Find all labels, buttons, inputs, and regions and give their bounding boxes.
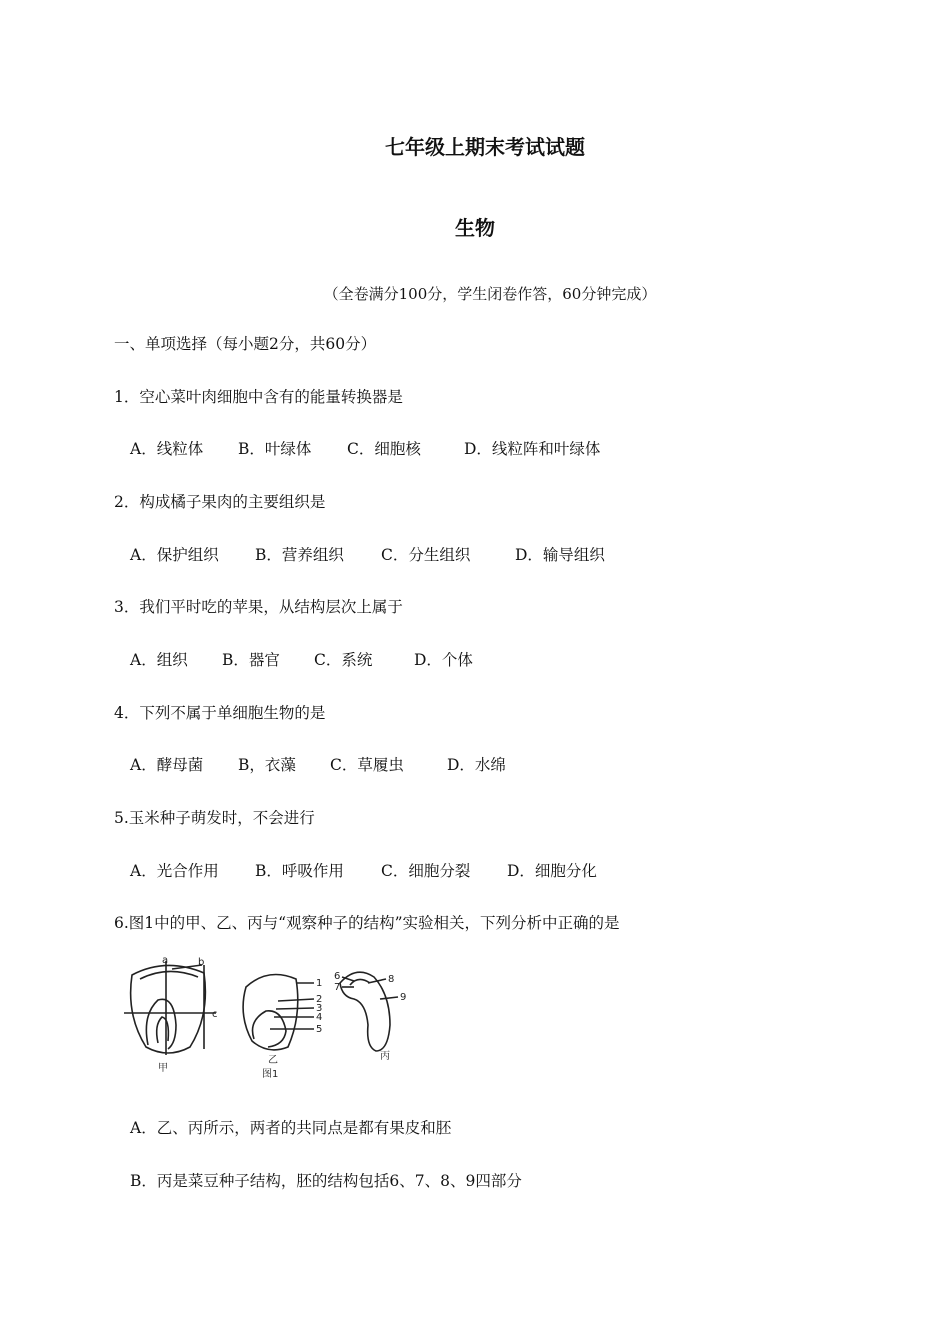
option-d: D．水绵	[447, 756, 506, 774]
figure-caption: 图1	[262, 1069, 279, 1080]
option-c: C．系统	[314, 651, 373, 669]
option-b: B．营养组织	[255, 546, 344, 564]
question-6-option-b: B．丙是菜豆种子结构，胚的结构包括6、7、8、9四部分	[130, 1172, 522, 1190]
option-d: D．线粒阵和叶绿体	[464, 440, 601, 458]
option-c: C．细胞核	[347, 440, 421, 458]
question-3: 3．我们平时吃的苹果，从结构层次上属于	[114, 598, 403, 616]
label-4: 4	[316, 1012, 323, 1023]
option-a: A．线粒体	[130, 440, 204, 458]
option-b: B．呼吸作用	[255, 862, 344, 880]
label-bing: 丙	[380, 1051, 390, 1062]
corn-endosperm-line	[140, 971, 198, 979]
label-1: 1	[316, 978, 323, 989]
option-a: A．组织	[130, 651, 188, 669]
label-5: 5	[316, 1024, 323, 1035]
corn-section-outline	[243, 975, 298, 1050]
option-b: B，衣藻	[238, 756, 296, 774]
question-2-options	[130, 548, 605, 564]
option-c: C．分生组织	[381, 546, 471, 564]
label-2: 2	[316, 994, 323, 1005]
question-5-options	[130, 864, 597, 880]
corn-embryo	[146, 999, 176, 1049]
page-title: 七年级上期末考试试题	[385, 135, 585, 159]
section-heading: 一、单项选择（每小题2分，共60分）	[114, 335, 377, 353]
question-4: 4．下列不属于单细胞生物的是	[114, 704, 326, 722]
question-1-options	[130, 442, 600, 458]
pointer-9	[380, 997, 398, 999]
question-6-option-a: A．乙、丙所示，两者的共同点是都有果皮和胚	[130, 1119, 452, 1137]
option-c: C．细胞分裂	[381, 862, 471, 880]
option-a: A．光合作用	[130, 862, 219, 880]
label-c: c	[212, 1009, 218, 1020]
option-c: C．草履虫	[330, 756, 404, 774]
question-1: 1．空心菜叶肉细胞中含有的能量转换器是	[114, 388, 403, 406]
question-5: 5.玉米种子萌发时，不会进行	[114, 809, 315, 827]
option-d: D．输导组织	[515, 546, 605, 564]
label-jia: 甲	[158, 1063, 168, 1074]
option-b: B．叶绿体	[238, 440, 312, 458]
option-a: A．保护组织	[130, 546, 219, 564]
option-d: D．细胞分化	[507, 862, 597, 880]
label-yi: 乙	[268, 1055, 278, 1066]
pointer-2	[278, 999, 314, 1001]
option-b: B．器官	[222, 651, 280, 669]
label-9: 9	[400, 992, 407, 1003]
label-6: 6	[334, 971, 341, 982]
label-a: a	[162, 955, 169, 966]
question-3-options	[130, 653, 473, 669]
exam-note: （全卷满分100分，学生闭卷作答，60分钟完成）	[323, 285, 657, 303]
label-8: 8	[388, 974, 395, 985]
pointer-3	[276, 1008, 314, 1009]
label-7: 7	[334, 982, 341, 993]
option-a: A．酵母菌	[130, 756, 204, 774]
question-6: 6.图1中的甲、乙、丙与“观察种子的结构”实验相关，下列分析中正确的是	[114, 914, 620, 932]
label-b: b	[198, 957, 205, 968]
label-3: 3	[316, 1003, 323, 1014]
option-d: D．个体	[414, 651, 473, 669]
bean-seed-outline	[340, 972, 390, 1051]
question-2: 2．构成橘子果肉的主要组织是	[114, 493, 326, 511]
subject-title: 生物	[455, 216, 495, 240]
question-4-options	[130, 758, 506, 774]
seed-structure-figure	[118, 955, 418, 1085]
